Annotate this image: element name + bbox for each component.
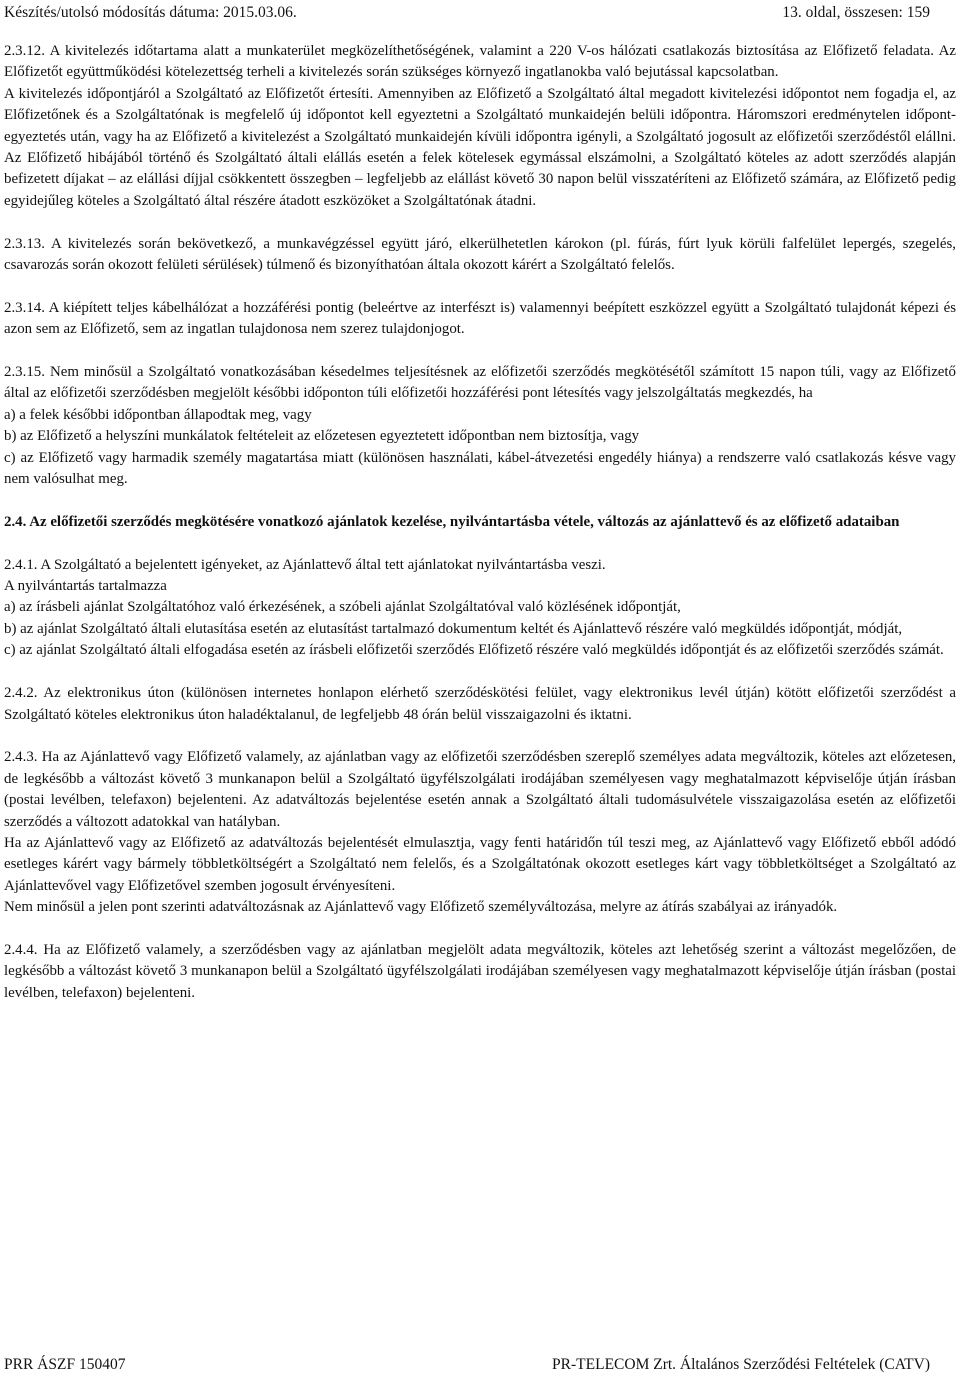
paragraph: 2.4.3. Ha az Ajánlattevő vagy Előfizető valamely, az ajánlatban vagy az előfizetői szerződésben szereplő személyes adata megváltozik, köteles azt előzetesen, de legkésőbb a változást követő 3 munkanapon belül a Szolgáltató ügyfélszolgálati irodájában személyesen vagy meghatalmazott képviselője útján írásban (postai levélben, telefaxon) bejelenteni. Az adatváltozás bejelentése esetén annak a Szolgáltató általi tudomásulvétele visszaigazolása esetén az előfizetői szerződés a változott adatokkal van hatályban. xyxy=(4,749,956,830)
page-counter: 13. oldal, összesen: 159 xyxy=(782,4,930,21)
paragraph: Ha az Ajánlattevő vagy az Előfizető az adatváltozás bejelentését elmulasztja, vagy fenti határidőn túl teszi meg, az Ajánlattevő vagy Előfizető ebből adódó esetleges kárért vagy bármely többletköltségért a Szolgáltató nem felelős, és a Szolgáltatónak okozott esetleges kárt vagy többletköltséget a Szolgáltató az Ajánlattevővel vagy Előfizetővel szemben jogosult érvényesíteni. xyxy=(4,834,956,894)
paragraph: 2.3.12. A kivitelezés időtartama alatt a munkaterület megközelíthetőségének, valamint a 220 V-os hálózati csatlakozás biztosítása az Előfizető feladata. Az Előfizetőt együttműködési kötelezettség terheli a kivitelezés során szükséges környező ingatlanokba való bejutással kapcsolatban. xyxy=(4,43,956,81)
modification-date: Készítés/utolsó módosítás dátuma: 2015.03.06. xyxy=(4,4,297,21)
page-header xyxy=(4,2,930,26)
document-title: PR-TELECOM Zrt. Általános Szerződési Feltételek (CATV) xyxy=(552,1356,930,1373)
paragraph: A kivitelezés időpontjáról a Szolgáltató az Előfizetőt értesíti. Amennyiben az Előfizető a Szolgáltató által megadott kivitelezési időpontot nem fogadja el, az Előfizetőnek és a Szolgáltatónak is megfelelő új időpontot kell egyeztetni a Szolgáltató munkaidején belüli időpontra. Háromszori eredménytelen időpont-egyeztetés után, vagy ha az Előfizető a kivitelezést a Szolgáltató munkaidején kívüli időpontra igényli, a Szolgáltató jogosult az előfizetői szerződéstől elállni. Az Előfizető hibájából történő és Szolgáltató általi elállás esetén a felek kötelesek egymással elszámolni, a Szolgáltató köteles az adott szerződés alapján befizetett díjakat – az elállási díjjal csökkentett összegben – legfeljebb az elállást követő 30 napon belül visszatéríteni az Előfizető számára, az Előfizető pedig egyidejűleg köteles a Szolgáltató által részére átadott eszközöket a Szolgáltatónak átadni. xyxy=(4,85,956,209)
page-footer xyxy=(4,1354,930,1378)
paragraph: 2.3.14. A kiépített teljes kábelhálózat a hozzáférési pontig (beleértve az interfészt is) valamennyi beépített eszközzel együtt a Szolgáltató tulajdonát képezi és azon sem az Előfizető, sem az ingatlan tulajdonosa nem szerez tulajdonjogot. xyxy=(4,299,956,338)
section-heading: 2.4. Az előfizetői szerződés megkötésére vonatkozó ajánlatok kezelése, nyilvántartásba vétele, változás az ajánlattevő és az előfizető adataiban xyxy=(4,513,900,530)
paragraph: Nem minősül a jelen pont szerinti adatváltozásnak az Ajánlattevő vagy Előfizető személyváltozása, melyre az átírás szabályai az irányadók. xyxy=(4,899,838,916)
paragraph: c) az ajánlat Szolgáltató általi elfogadása esetén az írásbeli előfizetői szerződés Előfizető részére való megküldés időpontját és az előfizetői szerződés számát. xyxy=(4,642,944,659)
document-code: PRR ÁSZF 150407 xyxy=(4,1356,126,1373)
paragraph: A nyilvántartás tartalmazza xyxy=(4,578,167,595)
paragraph: 2.4.1. A Szolgáltató a bejelentett igényeket, az Ajánlattevő által tett ajánlatokat nyilvántartásba veszi. xyxy=(4,556,606,573)
paragraph: a) a felek későbbi időpontban állapodtak meg, vagy xyxy=(4,406,312,423)
paragraph: c) az Előfizető vagy harmadik személy magatartása miatt (különösen használati, kábel-átvezetési engedély hiánya) a rendszerre való csatlakozás késve vagy nem valósulhat meg. xyxy=(4,449,956,488)
paragraph: 2.3.13. A kivitelezés során bekövetkező, a munkavégzéssel együtt járó, elkerülhetetlen károkon (pl. fúrás, fúrt lyuk körüli falfelület lepergés, szegelés, csavarozás során okozott felületi sérülések) túlmenő és bizonyíthatóan általa okozott kárért a Szolgáltató felelős. xyxy=(4,235,956,274)
paragraph: b) az ajánlat Szolgáltató általi elutasítása esetén az elutasítást tartalmazó dokumentum keltét és Ajánlattevő részére való megküldés időpontját, módját, xyxy=(4,620,903,637)
paragraph: 2.3.15. Nem minősül a Szolgáltató vonatkozásában késedelmes teljesítésnek az előfizetői szerződés megkötésétől számított 15 napon túli, vagy az Előfizető által az előfizetői szerződésben megjelölt későbbi időponton túli előfizetői hozzáférési pont létesítés vagy jelszolgáltatás megkezdés, ha xyxy=(4,364,956,402)
paragraph: a) az írásbeli ajánlat Szolgáltatóhoz való érkezésének, a szóbeli ajánlat Szolgáltatóval való közlésének időpontját, xyxy=(4,599,681,616)
paragraph: 2.4.4. Ha az Előfizető valamely, a szerződésben vagy az ajánlatban megjelölt adata megváltozik, köteles azt lehetőség szerint a változást megelőzően, de legkésőbb a változást követő 3 munkanapon belül a Szolgáltató ügyfélszolgálati irodájában személyesen vagy meghatalmazott képviselője útján írásban (postai levélben, telefaxon) bejelenteni. xyxy=(4,941,956,1001)
paragraph: 2.4.2. Az elektronikus úton (különösen internetes honlapon elérhető szerződéskötési felület, vagy elektronikus levél útján) kötött előfizetői szerződést a Szolgáltató köteles elektronikus úton haladéktalanul, de legfeljebb 48 órán belül visszaigazolni és iktatni. xyxy=(4,685,956,723)
document-body xyxy=(4,41,956,1004)
paragraph: b) az Előfizető a helyszíni munkálatok feltételeit az előzetesen egyeztetett időpontban nem biztosítja, vagy xyxy=(4,428,640,445)
